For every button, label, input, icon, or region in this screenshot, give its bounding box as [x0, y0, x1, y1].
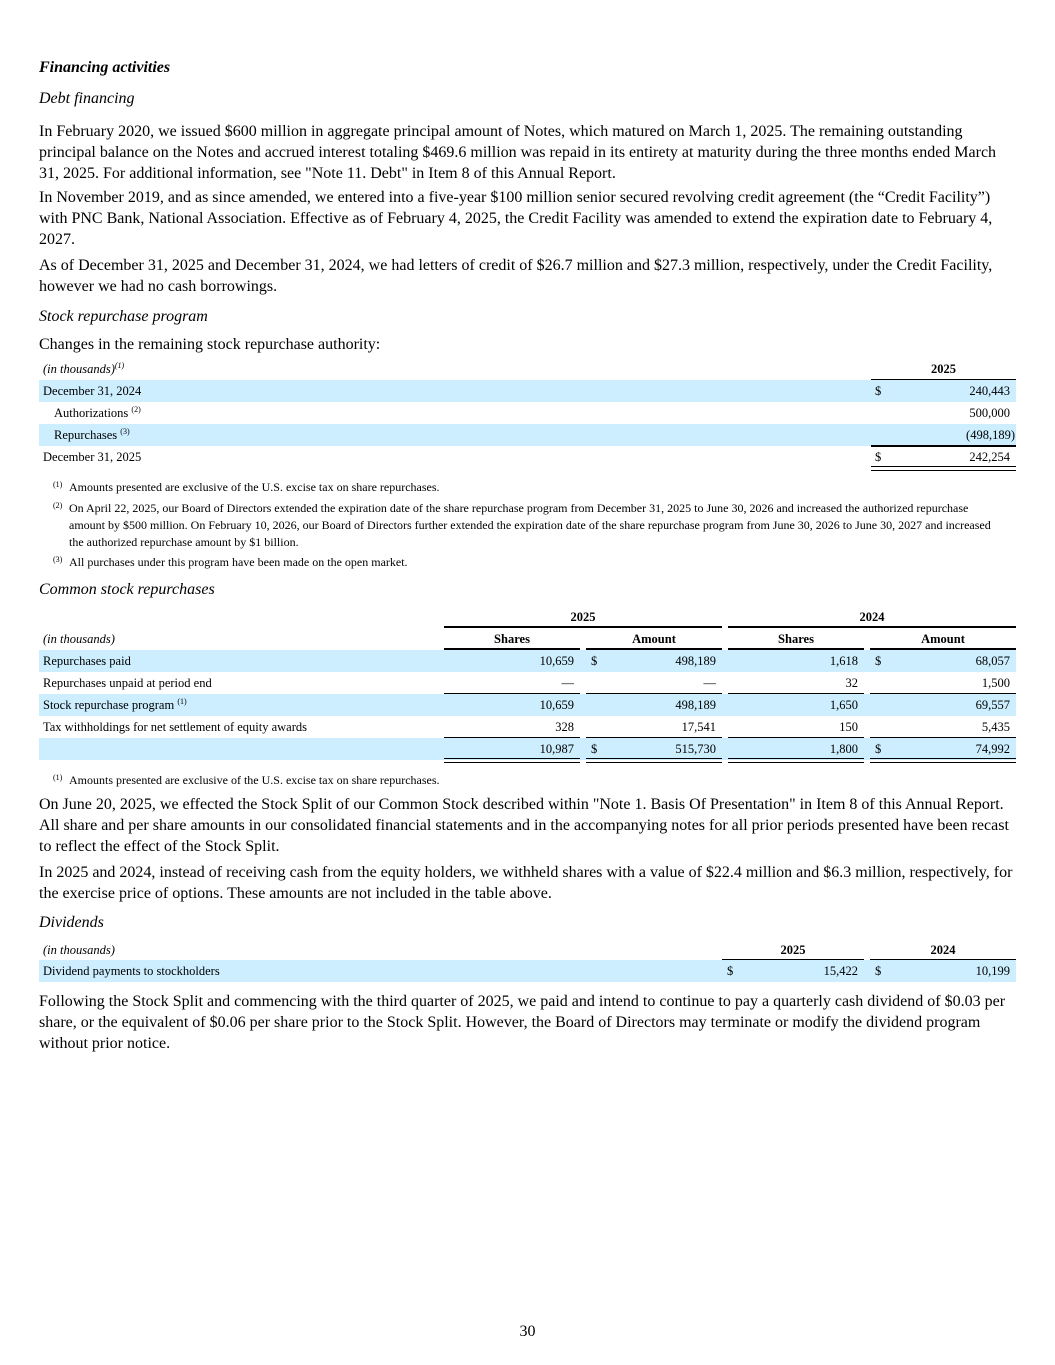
year-header-2024: 2024	[930, 943, 956, 957]
debt-paragraph-3: As of December 31, 2025 and December 31, 2024, we had letters of credit of $26.7 million and $27.3 million, respectively, under the Credit Facility, however we had no cash borrowings.	[39, 257, 993, 295]
year-header-2025: 2025	[780, 943, 806, 957]
total-double-rule	[586, 758, 722, 763]
table-row-total: 10,987 $ 515,730 1,800 $ 74,992	[39, 738, 1016, 760]
column-header-row	[39, 628, 1016, 650]
table-row: Repurchases unpaid at period end — — 32 1,500	[43, 676, 1010, 690]
currency-sign: $	[875, 450, 882, 464]
debt-paragraph-2: In November 2019, and as since amended, we entered into a five-year $100 million senior secured revolving credit agreement (the “Credit Facility”) with PNC Bank, National Association. Effective as of February 4, 2025, the Credit Facility was amended to extend the expiration date to February 4, 2027.	[39, 189, 993, 248]
subheading-dividends: Dividends	[39, 914, 104, 931]
unit-label: (in thousands)	[43, 362, 115, 376]
table-row: Repurchases paid 10,659 $ 498,189 1,618 $ 68,057	[39, 650, 1016, 672]
section-heading-financing: Financing activities	[39, 59, 171, 76]
unit-label: (in thousands)	[43, 632, 115, 646]
footnote-3: (3) All purchases under this program have been made on the open market.	[53, 555, 408, 569]
footnote-ref: (1)	[114, 360, 125, 370]
debt-paragraph-1: In February 2020, we issued $600 million in aggregate principal amount of Notes, which matured on March 1, 2025. The remaining outstanding principal balance on the Notes and accrued interest totaling $469.6 million was repaid in its entirety at maturity during the three months ended March 31, 2025. For additional information, see "Note 11. Debt" in Item 8 of this Annual Report.	[39, 123, 997, 182]
unit-label: (in thousands)	[43, 943, 115, 957]
row-value: 240,443	[969, 384, 1010, 398]
footnote-1: (1) Amounts presented are exclusive of the U.S. excise tax on share repurchases.	[53, 480, 440, 494]
page-number: 30	[519, 1323, 536, 1340]
table-row	[39, 424, 1016, 446]
subheading-stock-repurchase-program: Stock repurchase program	[39, 308, 208, 325]
table-row	[39, 380, 1016, 402]
total-double-rule	[871, 466, 1016, 471]
col-header-amount: Amount	[632, 632, 676, 646]
row-label: December 31, 2025	[43, 450, 142, 464]
footnote-ref: (3)	[120, 426, 130, 436]
table-row: Dividend payments to stockholders $ 15,422 $ 10,199	[39, 960, 1016, 982]
year-header-2025: 2025	[570, 610, 596, 624]
stock-split-paragraph: On June 20, 2025, we effected the Stock Split of our Common Stock described within "Note 1. Basis Of Presentation" in Item 8 of this Annual Report. All share and per share amounts in our consolidated financial statements and in the accompanying notes for all prior periods presented have been recast to reflect the effect of the Stock Split.	[39, 796, 1009, 855]
total-double-rule	[728, 758, 864, 763]
table-header-row	[39, 358, 1016, 380]
table-row	[39, 446, 1016, 468]
table-row	[39, 402, 1016, 424]
repurchase-intro: Changes in the remaining stock repurchase authority:	[39, 336, 381, 353]
footnote-ref: (1)	[177, 696, 187, 706]
col-header-shares: Shares	[778, 632, 814, 646]
total-double-rule	[444, 758, 580, 763]
year-header: 2025	[931, 362, 956, 376]
row-label: December 31, 2024	[43, 384, 142, 398]
withheld-shares-paragraph: In 2025 and 2024, instead of receiving cash from the equity holders, we withheld shares with a value of $22.4 million and $6.3 million, respectively, for the exercise price of options. These amounts are not included in the table above.	[39, 864, 1013, 902]
subheading-debt-financing: Debt financing	[39, 90, 135, 107]
row-label: Authorizations	[54, 406, 129, 420]
currency-sign: $	[875, 384, 882, 398]
common-stock-footnote-1: (1) Amounts presented are exclusive of the U.S. excise tax on share repurchases.	[53, 773, 440, 787]
table-row: Stock repurchase program $^{(1)}$ 10,659 498,189 1,650 69,557	[39, 694, 1016, 716]
row-value: 500,000	[969, 406, 1010, 420]
dividend-policy-paragraph: Following the Stock Split and commencing with the third quarter of 2025, we paid and intend to continue to pay a quarterly cash dividend of $0.03 per share, or the equivalent of $0.06 per share prior to the Stock Split. However, the Board of Directors may terminate or modify the dividend program without prior notice.	[39, 993, 1006, 1052]
total-double-rule	[870, 758, 1016, 763]
row-value: 242,254	[969, 450, 1010, 464]
year-header-2024: 2024	[859, 610, 885, 624]
footnote-ref: (2)	[131, 404, 141, 414]
row-label: Repurchases	[54, 428, 118, 442]
subheading-common-stock-repurchases: Common stock repurchases	[39, 581, 215, 598]
col-header-amount: Amount	[921, 632, 965, 646]
col-header-shares: Shares	[494, 632, 530, 646]
footnote-2: (2) On April 22, 2025, our Board of Directors extended the expiration date of the share repurchase program from December 31, 2025 to June 30, 2026 and increased the authorized repurchase amount by $500 million. On February 10, 2026, our Board of Directors further extended the expiration date of the share repurchase program from June 30, 2026 to June 30, 2027 and increased the authorized repurchase amount by $1 billion.	[53, 501, 991, 549]
row-value: (498,189)	[966, 428, 1015, 442]
table-row: Tax withholdings for net settlement of equity awards 328 17,541 150 5,435	[43, 720, 1010, 734]
